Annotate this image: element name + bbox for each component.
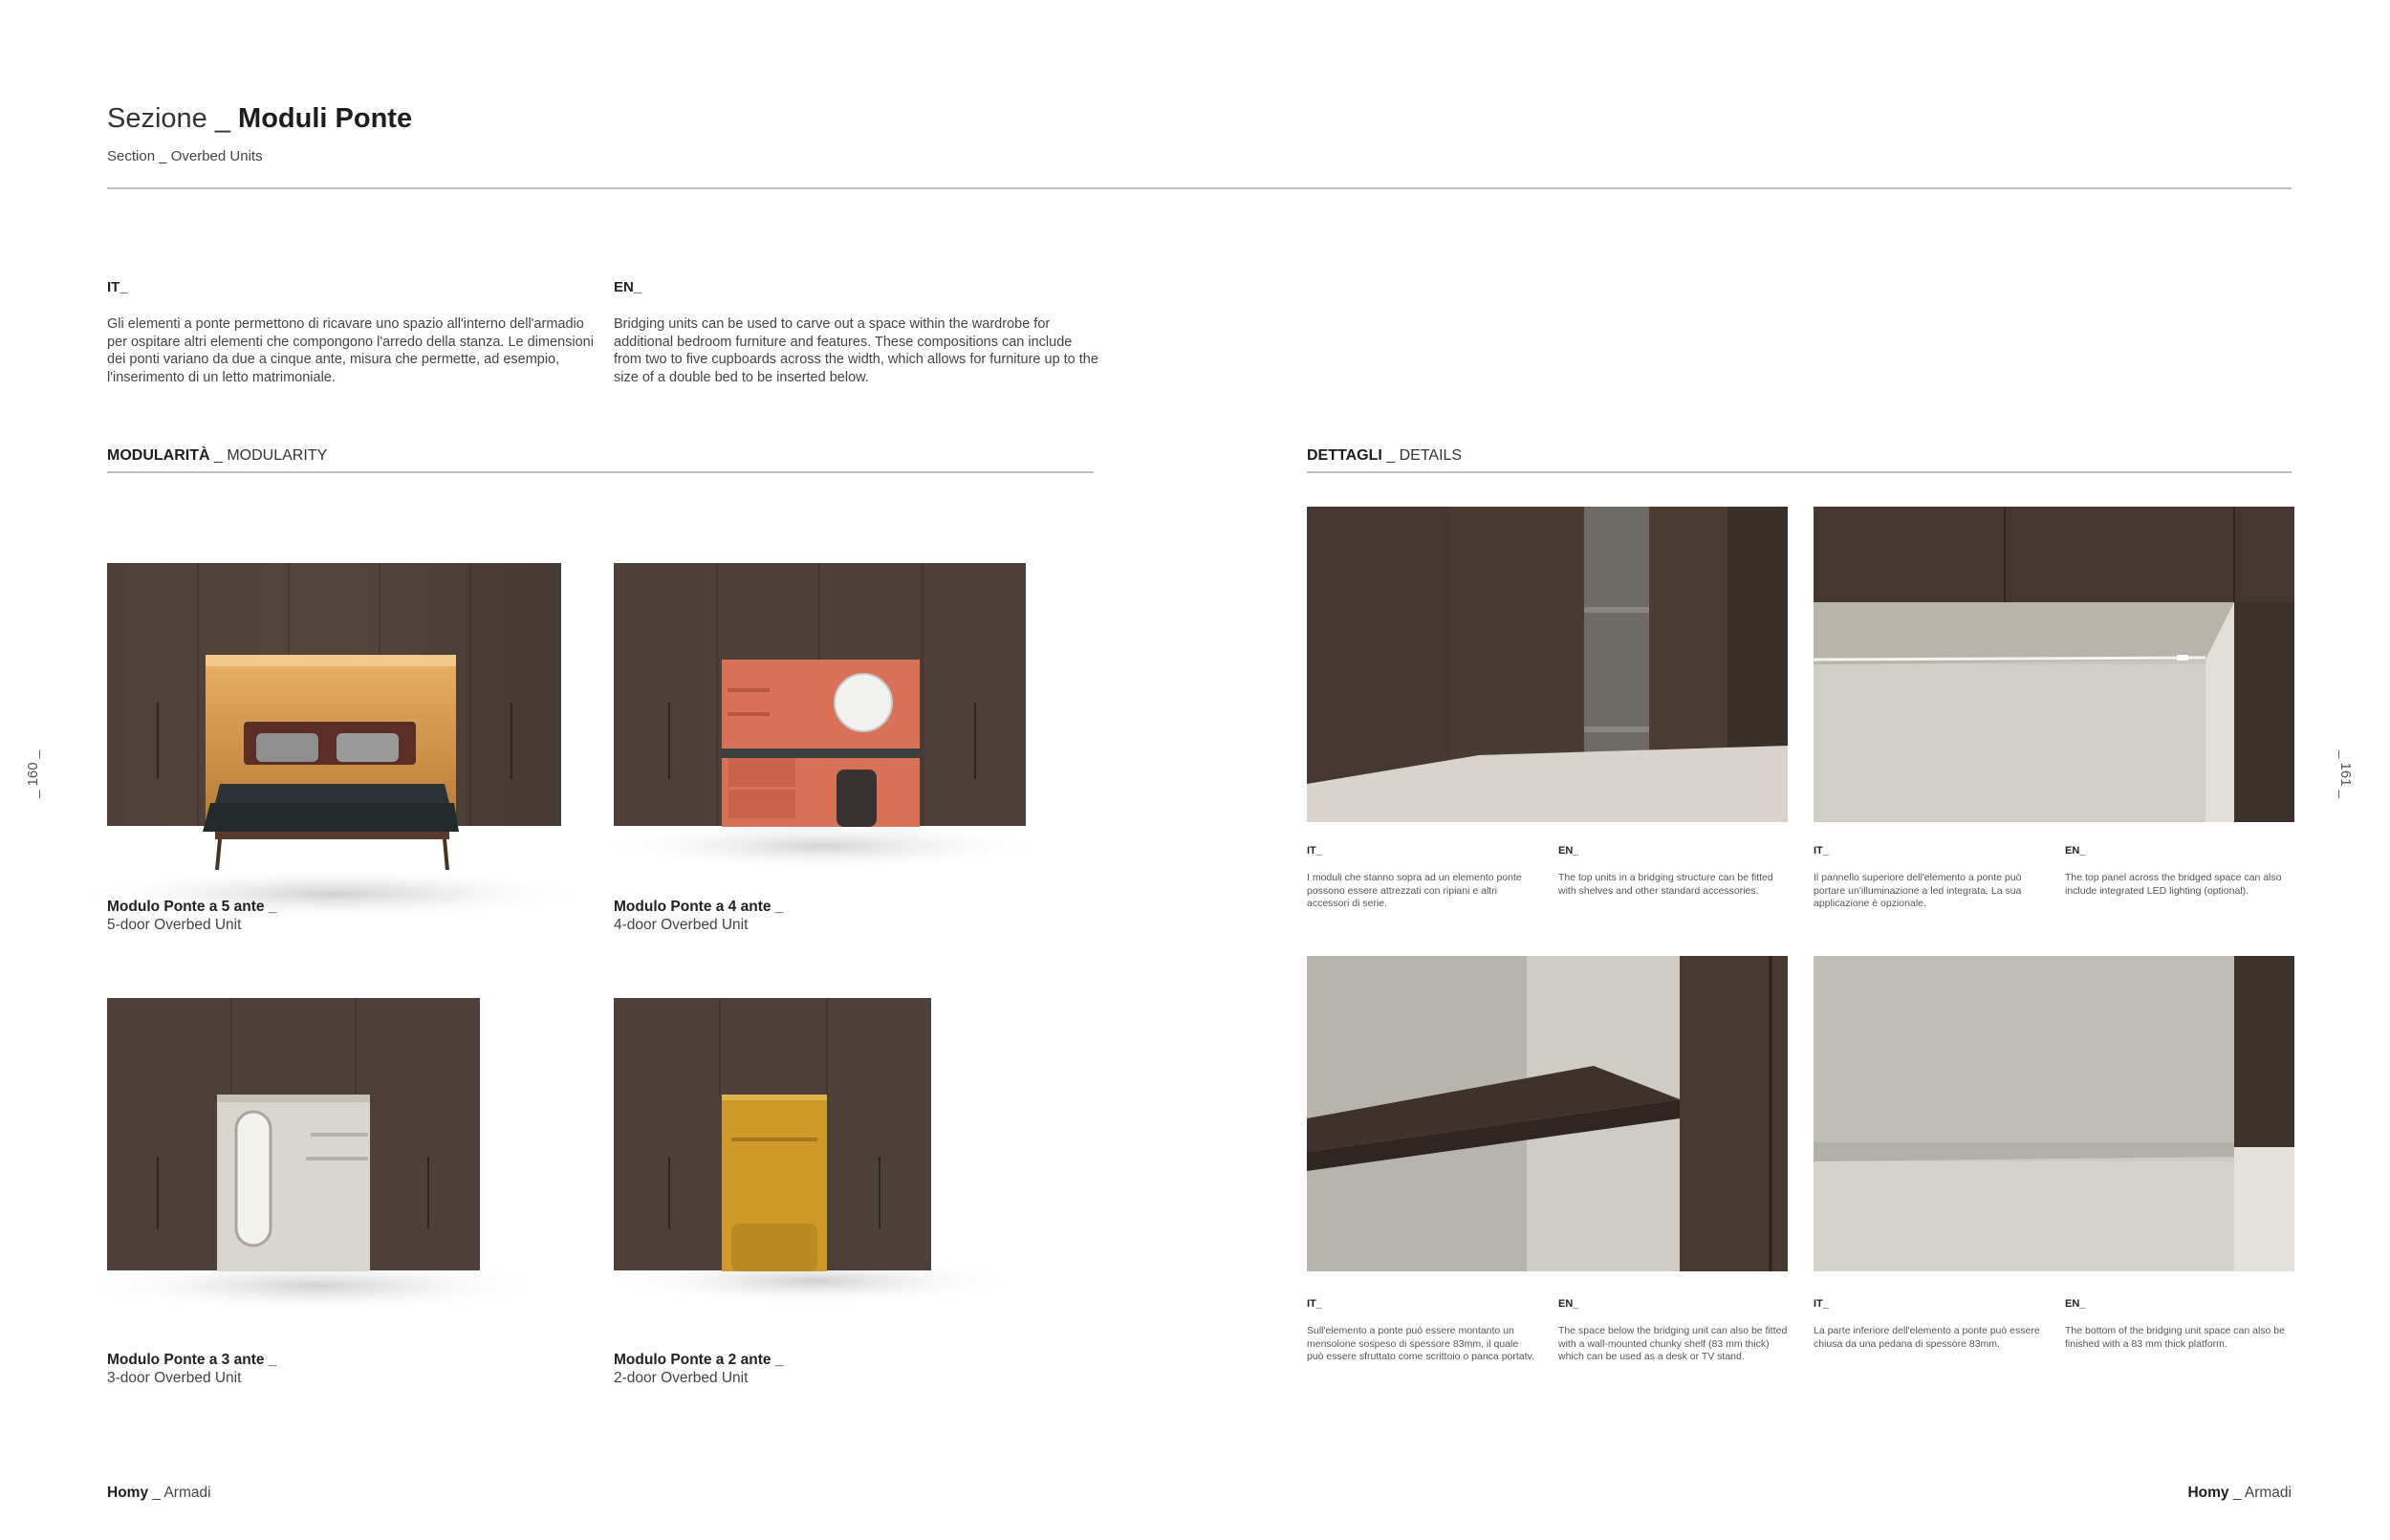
- header-rule: [107, 187, 2292, 189]
- wardrobe-5-door-image: [76, 559, 593, 922]
- detail-en-text: The top units in a bridging structure can be fitted with shelves and other standard accessories.: [1558, 872, 1773, 897]
- page-number-right: _ 161 _: [2337, 750, 2354, 799]
- intro-en-label: EN_: [614, 279, 642, 295]
- modularity-caption-it: Modulo Ponte a 4 ante _: [614, 899, 784, 915]
- modularity-caption-en: 2-door Overbed Unit: [614, 1370, 749, 1386]
- wardrobe-4-door-image: [598, 559, 1047, 922]
- page-subtitle: Section _ Overbed Units: [107, 148, 263, 164]
- detail-en-label: EN_: [2065, 845, 2086, 857]
- intro-it-text: Gli elementi a ponte permettono di ricavare uno spazio all'interno dell'armadio per ospitare altri elementi che compongono l'arredo della stanza. Le dimensioni dei ponti variano da due a cinque ante, misura che permette, ad esempio, l'inserimento di un letto matrimoniale.: [107, 316, 594, 385]
- details-heading: [1307, 447, 1462, 465]
- wardrobe-2-door-image: [598, 994, 1037, 1329]
- details-rule: [1307, 471, 2292, 473]
- detail-en-label: EN_: [1558, 1298, 1579, 1310]
- footer-brand: Homy: [2187, 1485, 2229, 1501]
- detail-it-label: IT_: [1307, 1298, 1322, 1310]
- wardrobe-3-door-image: [76, 994, 554, 1329]
- detail-en-text: The space below the bridging unit can also be fitted with a wall-mounted chunky shelf (83 mm thick) which can be used as a desk or TV stand.: [1558, 1325, 1788, 1362]
- detail-photo-led: [1814, 507, 2294, 822]
- modularity-rule: [107, 471, 1094, 473]
- details-heading-rest: _ DETAILS: [1381, 447, 1463, 464]
- detail-it-label: IT_: [1814, 1298, 1829, 1310]
- page-title: [107, 103, 412, 135]
- details-heading-bold: DETTAGLI: [1307, 447, 1382, 464]
- title-main: Moduli Ponte: [238, 103, 413, 134]
- modularity-caption-it: Modulo Ponte a 3 ante _: [107, 1352, 277, 1368]
- detail-photo-platform: [1814, 956, 2294, 1271]
- footer-section: _ Armadi: [2228, 1485, 2292, 1501]
- detail-it-text: I moduli che stanno sopra ad un elemento ponte possono essere attrezzati con ripiani e altri accessori di serie.: [1307, 872, 1522, 909]
- modularity-heading: [107, 447, 327, 465]
- modularity-caption-en: 3-door Overbed Unit: [107, 1370, 242, 1386]
- detail-it-text: La parte inferiore dell'elemento a ponte può essere chiusa da una pedana di spessore 83mm.: [1814, 1325, 2040, 1350]
- modularity-caption-it: Modulo Ponte a 5 ante _: [107, 899, 277, 915]
- footer-left: [107, 1485, 211, 1502]
- modularity-heading-bold: MODULARITÀ: [107, 447, 210, 464]
- modularity-caption-en: 4-door Overbed Unit: [614, 917, 749, 933]
- footer-section: _ Armadi: [148, 1485, 211, 1501]
- detail-en-text: The top panel across the bridged space can also include integrated LED lighting (optional).: [2065, 872, 2282, 897]
- intro-it-label: IT_: [107, 279, 128, 295]
- page-number-left: _ 160 _: [25, 749, 41, 798]
- footer-brand: Homy: [107, 1485, 149, 1501]
- detail-photo-shelves: [1307, 507, 1788, 822]
- modularity-heading-rest: _ MODULARITY: [209, 447, 328, 464]
- detail-it-text: Sull'elemento a ponte può essere montanto un mensolone sospeso di spessore 83mm, il quale può essere sfruttato come scrittoio o panca portatv.: [1307, 1325, 1534, 1362]
- modularity-caption-en: 5-door Overbed Unit: [107, 917, 242, 933]
- detail-en-label: EN_: [2065, 1298, 2086, 1310]
- detail-photo-chunky-shelf: [1307, 956, 1788, 1271]
- detail-en-text: The bottom of the bridging unit space can also be finished with a 83 mm thick platform.: [2065, 1325, 2285, 1350]
- detail-en-label: EN_: [1558, 845, 1579, 857]
- intro-en-text: Bridging units can be used to carve out a space within the wardrobe for additional bedroom furniture and features. These compositions can include from two to five cupboards across the width, which allows for furniture up to the size of a double bed to be inserted below.: [614, 316, 1098, 385]
- detail-it-label: IT_: [1307, 845, 1322, 857]
- detail-it-text: Il pannello superiore dell'elemento a ponte può portare un'illuminazione a led integrata. La sua applicazione è opzionale.: [1814, 872, 2022, 909]
- detail-it-label: IT_: [1814, 845, 1829, 857]
- footer-right: [2187, 1485, 2292, 1502]
- title-prefix: Sezione _: [107, 103, 239, 134]
- modularity-caption-it: Modulo Ponte a 2 ante _: [614, 1352, 784, 1368]
